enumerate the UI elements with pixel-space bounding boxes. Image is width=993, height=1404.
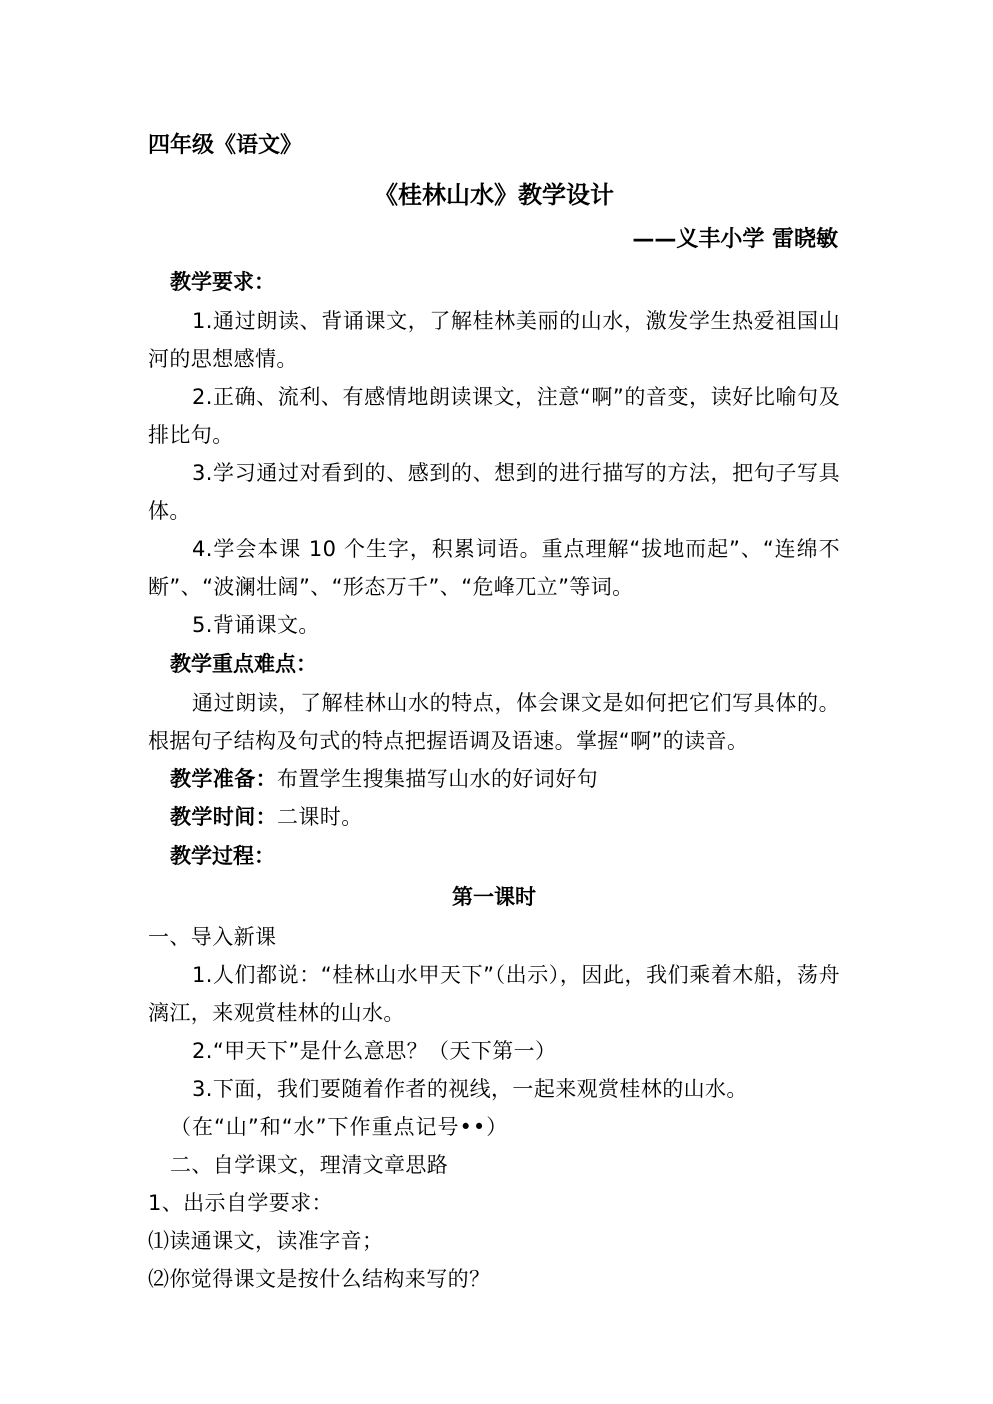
document-body <box>148 126 840 1298</box>
part-two-item-heading: 1、出示自学要求： <box>148 1191 333 1215</box>
document-title: 《桂林山水》教学设计 <box>374 181 614 209</box>
part-one-item: 2.“甲天下”是什么意思？（天下第一） <box>192 1039 557 1063</box>
section-heading-key-points: 教学重点难点： <box>170 652 317 676</box>
section-heading-teaching-requirements: 教学要求： <box>170 270 275 294</box>
requirement-item: 4.学会本课 10 个生字，积累词语。重点理解“拔地而起”、“连绵不断”、“波澜壮阔”、“形态万千”、“危峰兀立”等词。 <box>148 537 840 599</box>
document-author-line: ——义丰小学 雷晓敏 <box>632 227 838 252</box>
section-heading-teaching-process: 教学过程： <box>170 844 275 868</box>
part-two-sub-item: ⑵你觉得课文是按什么结构来写的？ <box>148 1267 491 1291</box>
part-one-item: 3.下面，我们要随着作者的视线，一起来观赏桂林的山水。 <box>192 1077 748 1101</box>
part-two-heading: 二、自学课文，理清文章思路 <box>170 1153 449 1177</box>
part-one-item: 1.人们都说：“桂林山水甲天下”（出示），因此，我们乘着木船，荡舟漓江，来观赏桂林的山水。 <box>148 963 840 1025</box>
part-one-heading: 一、导入新课 <box>148 925 277 949</box>
requirement-item: 3.学习通过对看到的、感到的、想到的进行描写的方法，把句子写具体。 <box>148 461 840 523</box>
lesson-one-heading: 第一课时 <box>452 885 536 909</box>
preparation-label: 教学准备： <box>170 767 277 791</box>
duration-text: 二课时。 <box>277 805 363 829</box>
requirement-item: 5.背诵课文。 <box>192 613 320 637</box>
preparation-line <box>148 760 840 798</box>
requirement-item: 2.正确、流利、有感情地朗读课文，注意“啊”的音变，读好比喻句及排比句。 <box>148 385 840 447</box>
preparation-text: 布置学生搜集描写山水的好词好句 <box>277 767 598 791</box>
part-one-note: （在“山”和“水”下作重点记号••） <box>170 1115 509 1139</box>
key-points-body: 通过朗读，了解桂林山水的特点，体会课文是如何把它们写具体的。根据句子结构及句式的特点把握语调及语速。掌握“啊”的读音。 <box>148 691 840 753</box>
duration-label: 教学时间： <box>170 805 277 829</box>
document-subject-line: 四年级《语文》 <box>148 133 303 158</box>
duration-line <box>148 798 840 836</box>
part-two-sub-item: ⑴读通课文，读准字音； <box>148 1229 384 1253</box>
requirement-item: 1.通过朗读、背诵课文，了解桂林美丽的山水，激发学生热爱祖国山河的思想感情。 <box>148 309 840 371</box>
